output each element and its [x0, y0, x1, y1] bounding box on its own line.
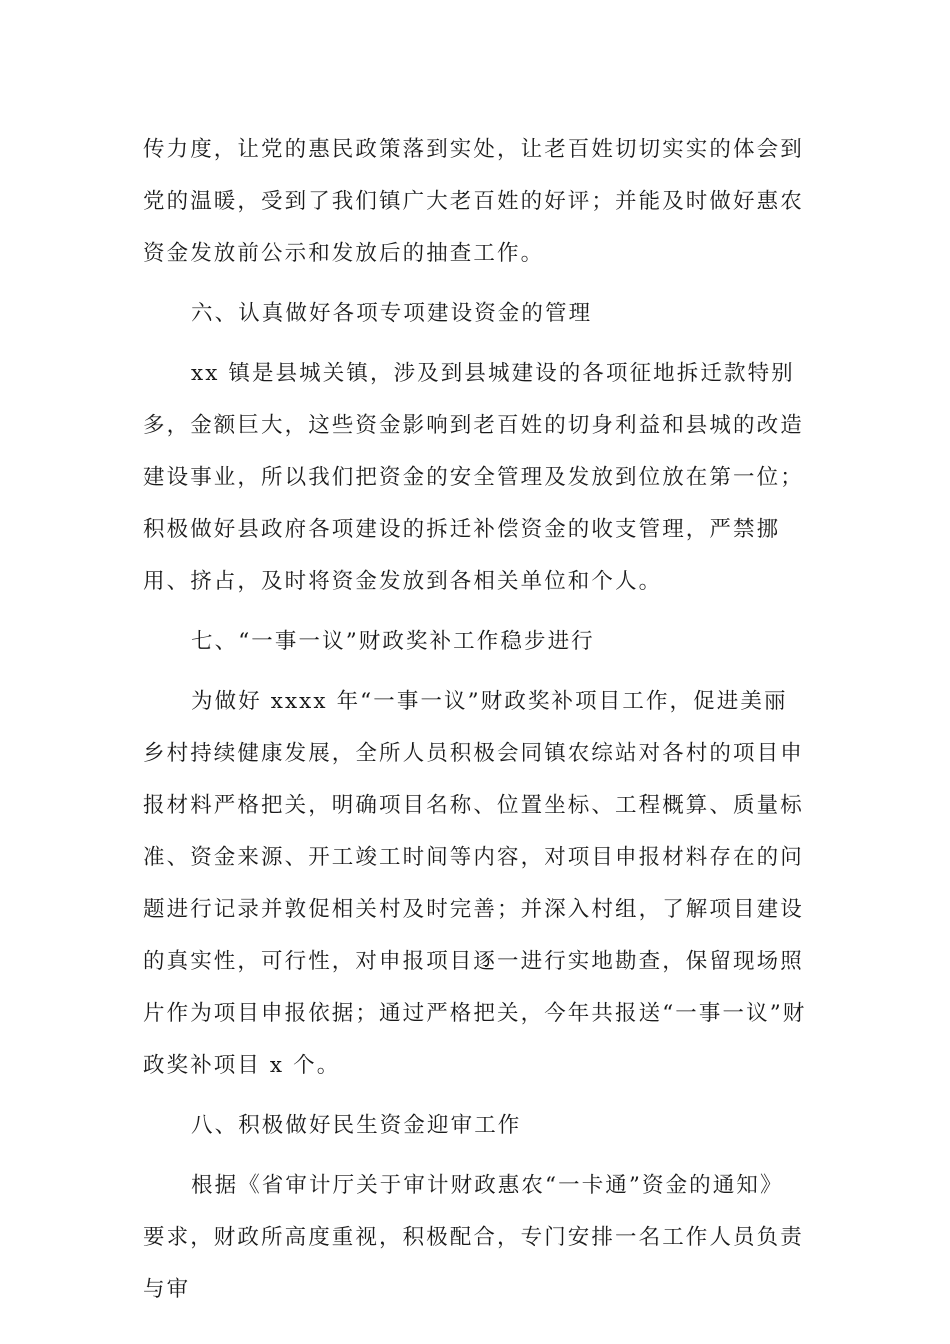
document-body [143, 124, 807, 1316]
section-heading-six: 六、认真做好各项专项建设资金的管理 [191, 301, 593, 326]
section-heading-seven: 七、“一事一议”财政奖补工作稳步进行 [191, 629, 595, 654]
paragraph-seven-body: 为做好 xxxx 年“一事一议”财政奖补项目工作，促进美丽乡村持续健康发展，全所人员积极会同镇农综站对各村的项目申报材料严格把关，明确项目名称、位置坐标、工程概算、质量标准、资金来源、开工竣工时间等内容，对项目申报材料存在的问题进行记录并敦促相关村及时完善；并深入村组，了解项目建设的真实性，可行性，对申报项目逐一进行实地勘查，保留现场照片作为项目申报依据；通过严格把关，今年共报送“一事一议”财政奖补项目 x 个。 [143, 689, 807, 1078]
paragraph-six-body: xx 镇是县城关镇，涉及到县城建设的各项征地拆迁款特别多，金额巨大，这些资金影响到老百姓的切身利益和县城的改造建设事业，所以我们把资金的安全管理及发放到位放在第一位；积极做好县政府各项建设的拆迁补偿资金的收支管理，严禁挪用、挤占，及时将资金发放到各相关单位和个人。 [143, 361, 804, 594]
paragraph-eight-body: 根据《省审计厅关于审计财政惠农“一卡通”资金的通知》要求，财政所高度重视，积极配合，专门安排一名工作人员负责与审 [143, 1173, 804, 1302]
section-heading-eight: 八、积极做好民生资金迎审工作 [191, 1113, 522, 1138]
paragraph-continuation: 传力度，让党的惠民政策落到实处，让老百姓切切实实的体会到党的温暖，受到了我们镇广大老百姓的好评；并能及时做好惠农资金发放前公示和发放后的抽查工作。 [143, 137, 804, 266]
